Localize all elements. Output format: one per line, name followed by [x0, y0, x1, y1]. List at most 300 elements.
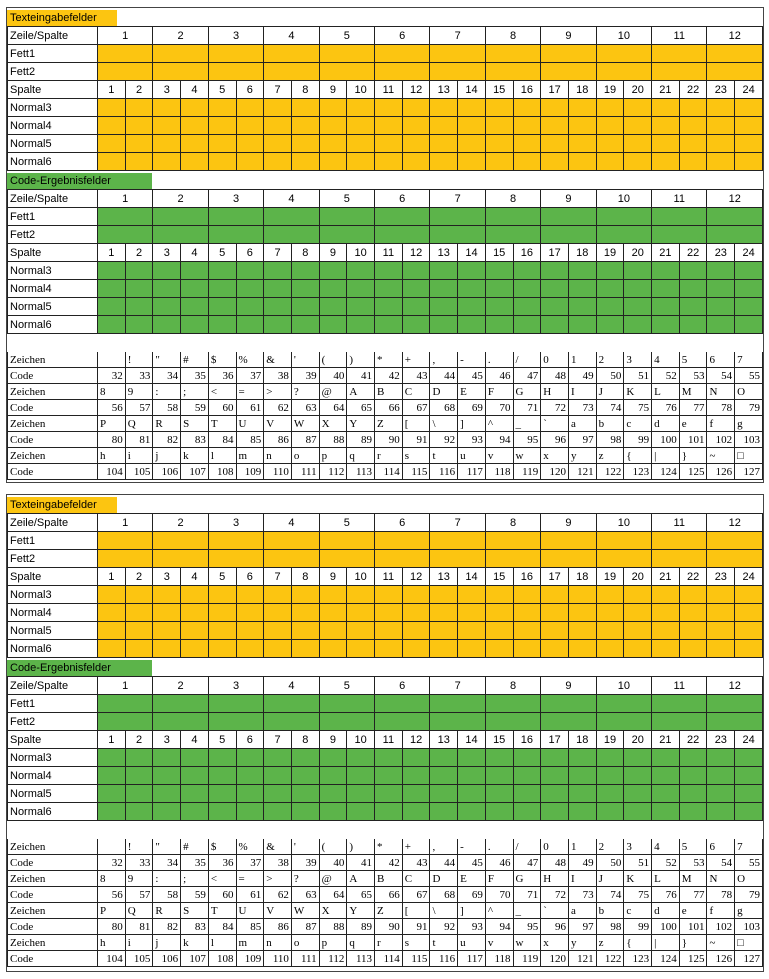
input-cell[interactable] — [430, 532, 485, 550]
input-cell[interactable] — [541, 99, 569, 117]
code-result-cell[interactable] — [430, 208, 485, 226]
code-result-cell[interactable] — [98, 226, 153, 244]
code-result-cell[interactable] — [153, 803, 181, 821]
code-result-cell[interactable] — [319, 749, 347, 767]
input-cell[interactable] — [430, 135, 458, 153]
code-result-cell[interactable] — [513, 262, 541, 280]
code-result-cell[interactable] — [430, 767, 458, 785]
code-result-cell[interactable] — [458, 298, 486, 316]
input-cell[interactable] — [153, 586, 181, 604]
code-result-cell[interactable] — [125, 280, 153, 298]
input-cell[interactable] — [291, 604, 319, 622]
input-cell[interactable] — [707, 117, 735, 135]
code-result-cell[interactable] — [596, 695, 651, 713]
input-cell[interactable] — [125, 640, 153, 658]
input-cell[interactable] — [319, 153, 347, 171]
code-result-cell[interactable] — [735, 767, 763, 785]
input-cell[interactable] — [125, 604, 153, 622]
input-cell[interactable] — [541, 135, 569, 153]
input-cell[interactable] — [208, 117, 236, 135]
code-result-cell[interactable] — [125, 785, 153, 803]
input-cell[interactable] — [98, 622, 126, 640]
code-result-cell[interactable] — [485, 298, 513, 316]
input-cell[interactable] — [347, 153, 375, 171]
input-cell[interactable] — [264, 640, 292, 658]
input-cell[interactable] — [707, 45, 763, 63]
input-cell[interactable] — [707, 640, 735, 658]
input-cell[interactable] — [624, 640, 652, 658]
code-result-cell[interactable] — [652, 280, 680, 298]
code-result-cell[interactable] — [264, 298, 292, 316]
input-cell[interactable] — [319, 604, 347, 622]
code-result-cell[interactable] — [707, 262, 735, 280]
input-cell[interactable] — [513, 586, 541, 604]
code-result-cell[interactable] — [485, 208, 540, 226]
code-result-cell[interactable] — [430, 713, 485, 731]
input-cell[interactable] — [291, 622, 319, 640]
input-cell[interactable] — [319, 532, 374, 550]
input-cell[interactable] — [513, 640, 541, 658]
code-result-cell[interactable] — [153, 298, 181, 316]
code-result-cell[interactable] — [485, 803, 513, 821]
input-cell[interactable] — [375, 640, 403, 658]
input-cell[interactable] — [624, 604, 652, 622]
code-result-cell[interactable] — [264, 316, 292, 334]
input-cell[interactable] — [208, 135, 236, 153]
input-cell[interactable] — [264, 99, 292, 117]
code-result-cell[interactable] — [624, 785, 652, 803]
code-result-cell[interactable] — [430, 803, 458, 821]
code-result-cell[interactable] — [125, 316, 153, 334]
code-result-cell[interactable] — [679, 803, 707, 821]
input-cell[interactable] — [208, 586, 236, 604]
code-result-cell[interactable] — [430, 749, 458, 767]
input-cell[interactable] — [707, 63, 763, 81]
code-result-cell[interactable] — [236, 280, 264, 298]
input-cell[interactable] — [652, 135, 680, 153]
input-cell[interactable] — [707, 586, 735, 604]
input-cell[interactable] — [264, 63, 319, 81]
code-result-cell[interactable] — [208, 280, 236, 298]
code-result-cell[interactable] — [375, 316, 403, 334]
code-result-cell[interactable] — [541, 208, 596, 226]
input-cell[interactable] — [458, 640, 486, 658]
input-cell[interactable] — [264, 586, 292, 604]
input-cell[interactable] — [652, 153, 680, 171]
code-result-cell[interactable] — [541, 749, 569, 767]
input-cell[interactable] — [375, 622, 403, 640]
input-cell[interactable] — [153, 117, 181, 135]
input-cell[interactable] — [347, 640, 375, 658]
input-cell[interactable] — [652, 586, 680, 604]
code-result-cell[interactable] — [264, 208, 319, 226]
input-cell[interactable] — [264, 532, 319, 550]
input-cell[interactable] — [153, 135, 181, 153]
input-cell[interactable] — [153, 45, 208, 63]
code-result-cell[interactable] — [652, 298, 680, 316]
code-result-cell[interactable] — [458, 749, 486, 767]
code-result-cell[interactable] — [735, 785, 763, 803]
code-result-cell[interactable] — [402, 749, 430, 767]
input-cell[interactable] — [707, 153, 735, 171]
code-result-cell[interactable] — [402, 262, 430, 280]
input-cell[interactable] — [208, 640, 236, 658]
code-result-cell[interactable] — [347, 785, 375, 803]
code-result-cell[interactable] — [652, 226, 707, 244]
input-cell[interactable] — [125, 586, 153, 604]
code-result-cell[interactable] — [319, 262, 347, 280]
input-cell[interactable] — [208, 63, 263, 81]
code-result-cell[interactable] — [402, 803, 430, 821]
input-cell[interactable] — [541, 117, 569, 135]
input-cell[interactable] — [153, 604, 181, 622]
input-cell[interactable] — [458, 586, 486, 604]
code-result-cell[interactable] — [485, 280, 513, 298]
input-cell[interactable] — [264, 622, 292, 640]
code-result-cell[interactable] — [181, 767, 209, 785]
code-result-cell[interactable] — [153, 208, 208, 226]
code-result-cell[interactable] — [652, 767, 680, 785]
code-result-cell[interactable] — [98, 208, 153, 226]
code-result-cell[interactable] — [624, 298, 652, 316]
input-cell[interactable] — [735, 604, 763, 622]
input-cell[interactable] — [98, 153, 126, 171]
code-result-cell[interactable] — [347, 767, 375, 785]
input-cell[interactable] — [208, 550, 263, 568]
code-result-cell[interactable] — [652, 695, 707, 713]
code-result-cell[interactable] — [125, 803, 153, 821]
code-result-cell[interactable] — [652, 713, 707, 731]
code-result-cell[interactable] — [513, 785, 541, 803]
code-result-cell[interactable] — [596, 208, 651, 226]
input-cell[interactable] — [181, 135, 209, 153]
input-cell[interactable] — [596, 640, 624, 658]
code-result-cell[interactable] — [98, 803, 126, 821]
input-cell[interactable] — [264, 153, 292, 171]
input-cell[interactable] — [707, 532, 763, 550]
input-cell[interactable] — [541, 550, 596, 568]
code-result-cell[interactable] — [541, 695, 596, 713]
code-result-cell[interactable] — [596, 298, 624, 316]
input-cell[interactable] — [707, 622, 735, 640]
input-cell[interactable] — [568, 622, 596, 640]
input-cell[interactable] — [652, 622, 680, 640]
input-cell[interactable] — [208, 153, 236, 171]
input-cell[interactable] — [679, 604, 707, 622]
input-cell[interactable] — [679, 640, 707, 658]
code-result-cell[interactable] — [679, 298, 707, 316]
input-cell[interactable] — [652, 640, 680, 658]
input-cell[interactable] — [458, 117, 486, 135]
input-cell[interactable] — [181, 153, 209, 171]
input-cell[interactable] — [125, 117, 153, 135]
input-cell[interactable] — [485, 604, 513, 622]
code-result-cell[interactable] — [98, 713, 153, 731]
code-result-cell[interactable] — [264, 280, 292, 298]
code-result-cell[interactable] — [402, 785, 430, 803]
code-result-cell[interactable] — [264, 695, 319, 713]
input-cell[interactable] — [264, 117, 292, 135]
code-result-cell[interactable] — [735, 316, 763, 334]
code-result-cell[interactable] — [208, 262, 236, 280]
input-cell[interactable] — [735, 153, 763, 171]
input-cell[interactable] — [375, 532, 430, 550]
code-result-cell[interactable] — [264, 767, 292, 785]
code-result-cell[interactable] — [375, 749, 403, 767]
input-cell[interactable] — [430, 622, 458, 640]
input-cell[interactable] — [347, 135, 375, 153]
code-result-cell[interactable] — [375, 713, 430, 731]
code-result-cell[interactable] — [624, 749, 652, 767]
input-cell[interactable] — [568, 604, 596, 622]
code-result-cell[interactable] — [375, 226, 430, 244]
input-cell[interactable] — [735, 99, 763, 117]
code-result-cell[interactable] — [347, 298, 375, 316]
code-result-cell[interactable] — [679, 316, 707, 334]
input-cell[interactable] — [98, 135, 126, 153]
code-result-cell[interactable] — [347, 262, 375, 280]
input-cell[interactable] — [485, 135, 513, 153]
input-cell[interactable] — [98, 63, 153, 81]
code-result-cell[interactable] — [98, 316, 126, 334]
code-result-cell[interactable] — [264, 749, 292, 767]
code-result-cell[interactable] — [707, 785, 735, 803]
input-cell[interactable] — [264, 135, 292, 153]
input-cell[interactable] — [98, 550, 153, 568]
input-cell[interactable] — [513, 135, 541, 153]
code-result-cell[interactable] — [568, 767, 596, 785]
code-result-cell[interactable] — [375, 298, 403, 316]
code-result-cell[interactable] — [485, 749, 513, 767]
code-result-cell[interactable] — [98, 767, 126, 785]
input-cell[interactable] — [513, 604, 541, 622]
input-cell[interactable] — [402, 135, 430, 153]
code-result-cell[interactable] — [181, 785, 209, 803]
input-cell[interactable] — [624, 135, 652, 153]
code-result-cell[interactable] — [347, 316, 375, 334]
input-cell[interactable] — [707, 550, 763, 568]
input-cell[interactable] — [347, 117, 375, 135]
code-result-cell[interactable] — [707, 749, 735, 767]
input-cell[interactable] — [264, 45, 319, 63]
code-result-cell[interactable] — [98, 298, 126, 316]
input-cell[interactable] — [485, 622, 513, 640]
code-result-cell[interactable] — [236, 298, 264, 316]
input-cell[interactable] — [485, 117, 513, 135]
input-cell[interactable] — [652, 117, 680, 135]
input-cell[interactable] — [485, 99, 513, 117]
code-result-cell[interactable] — [707, 280, 735, 298]
code-result-cell[interactable] — [375, 280, 403, 298]
code-result-cell[interactable] — [181, 803, 209, 821]
code-result-cell[interactable] — [291, 803, 319, 821]
input-cell[interactable] — [319, 135, 347, 153]
code-result-cell[interactable] — [568, 262, 596, 280]
input-cell[interactable] — [596, 604, 624, 622]
code-result-cell[interactable] — [513, 298, 541, 316]
input-cell[interactable] — [707, 99, 735, 117]
input-cell[interactable] — [153, 532, 208, 550]
code-result-cell[interactable] — [264, 713, 319, 731]
input-cell[interactable] — [458, 99, 486, 117]
input-cell[interactable] — [596, 622, 624, 640]
code-result-cell[interactable] — [375, 785, 403, 803]
input-cell[interactable] — [319, 63, 374, 81]
code-result-cell[interactable] — [402, 298, 430, 316]
code-result-cell[interactable] — [291, 749, 319, 767]
code-result-cell[interactable] — [347, 749, 375, 767]
code-result-cell[interactable] — [430, 262, 458, 280]
code-result-cell[interactable] — [652, 316, 680, 334]
input-cell[interactable] — [181, 117, 209, 135]
input-cell[interactable] — [236, 604, 264, 622]
code-result-cell[interactable] — [485, 767, 513, 785]
code-result-cell[interactable] — [319, 208, 374, 226]
code-result-cell[interactable] — [624, 262, 652, 280]
code-result-cell[interactable] — [153, 785, 181, 803]
code-result-cell[interactable] — [208, 695, 263, 713]
input-cell[interactable] — [319, 550, 374, 568]
code-result-cell[interactable] — [208, 316, 236, 334]
code-result-cell[interactable] — [236, 767, 264, 785]
code-result-cell[interactable] — [264, 803, 292, 821]
input-cell[interactable] — [541, 532, 596, 550]
input-cell[interactable] — [430, 586, 458, 604]
code-result-cell[interactable] — [596, 262, 624, 280]
input-cell[interactable] — [98, 99, 126, 117]
code-result-cell[interactable] — [541, 280, 569, 298]
input-cell[interactable] — [98, 45, 153, 63]
code-result-cell[interactable] — [236, 785, 264, 803]
input-cell[interactable] — [596, 550, 651, 568]
input-cell[interactable] — [402, 604, 430, 622]
code-result-cell[interactable] — [319, 226, 374, 244]
code-result-cell[interactable] — [707, 226, 763, 244]
input-cell[interactable] — [319, 99, 347, 117]
code-result-cell[interactable] — [181, 262, 209, 280]
input-cell[interactable] — [291, 99, 319, 117]
input-cell[interactable] — [98, 117, 126, 135]
code-result-cell[interactable] — [707, 208, 763, 226]
input-cell[interactable] — [485, 45, 540, 63]
code-result-cell[interactable] — [125, 749, 153, 767]
input-cell[interactable] — [375, 153, 403, 171]
input-cell[interactable] — [458, 135, 486, 153]
input-cell[interactable] — [596, 99, 624, 117]
code-result-cell[interactable] — [153, 749, 181, 767]
code-result-cell[interactable] — [596, 767, 624, 785]
input-cell[interactable] — [735, 622, 763, 640]
input-cell[interactable] — [291, 117, 319, 135]
input-cell[interactable] — [652, 604, 680, 622]
code-result-cell[interactable] — [707, 695, 763, 713]
input-cell[interactable] — [181, 604, 209, 622]
code-result-cell[interactable] — [430, 695, 485, 713]
input-cell[interactable] — [679, 135, 707, 153]
code-result-cell[interactable] — [485, 226, 540, 244]
input-cell[interactable] — [513, 99, 541, 117]
code-result-cell[interactable] — [541, 226, 596, 244]
code-result-cell[interactable] — [458, 803, 486, 821]
input-cell[interactable] — [430, 99, 458, 117]
input-cell[interactable] — [125, 153, 153, 171]
input-cell[interactable] — [291, 135, 319, 153]
code-result-cell[interactable] — [652, 803, 680, 821]
code-result-cell[interactable] — [458, 767, 486, 785]
code-result-cell[interactable] — [568, 280, 596, 298]
input-cell[interactable] — [707, 135, 735, 153]
code-result-cell[interactable] — [375, 208, 430, 226]
code-result-cell[interactable] — [319, 803, 347, 821]
input-cell[interactable] — [430, 604, 458, 622]
code-result-cell[interactable] — [153, 695, 208, 713]
code-result-cell[interactable] — [707, 767, 735, 785]
input-cell[interactable] — [153, 622, 181, 640]
input-cell[interactable] — [153, 640, 181, 658]
input-cell[interactable] — [624, 586, 652, 604]
input-cell[interactable] — [236, 117, 264, 135]
input-cell[interactable] — [291, 640, 319, 658]
code-result-cell[interactable] — [181, 316, 209, 334]
code-result-cell[interactable] — [181, 280, 209, 298]
code-result-cell[interactable] — [624, 767, 652, 785]
input-cell[interactable] — [319, 586, 347, 604]
code-result-cell[interactable] — [679, 280, 707, 298]
input-cell[interactable] — [236, 586, 264, 604]
input-cell[interactable] — [375, 586, 403, 604]
input-cell[interactable] — [236, 622, 264, 640]
code-result-cell[interactable] — [541, 767, 569, 785]
input-cell[interactable] — [624, 117, 652, 135]
code-result-cell[interactable] — [568, 749, 596, 767]
code-result-cell[interactable] — [264, 262, 292, 280]
input-cell[interactable] — [679, 622, 707, 640]
code-result-cell[interactable] — [319, 767, 347, 785]
input-cell[interactable] — [596, 45, 651, 63]
code-result-cell[interactable] — [319, 695, 374, 713]
input-cell[interactable] — [236, 640, 264, 658]
code-result-cell[interactable] — [541, 316, 569, 334]
code-result-cell[interactable] — [485, 713, 540, 731]
code-result-cell[interactable] — [264, 226, 319, 244]
input-cell[interactable] — [236, 135, 264, 153]
code-result-cell[interactable] — [291, 767, 319, 785]
code-result-cell[interactable] — [458, 316, 486, 334]
code-result-cell[interactable] — [458, 280, 486, 298]
input-cell[interactable] — [596, 153, 624, 171]
input-cell[interactable] — [652, 532, 707, 550]
input-cell[interactable] — [485, 550, 540, 568]
input-cell[interactable] — [679, 153, 707, 171]
input-cell[interactable] — [125, 99, 153, 117]
input-cell[interactable] — [735, 135, 763, 153]
input-cell[interactable] — [541, 153, 569, 171]
code-result-cell[interactable] — [652, 262, 680, 280]
input-cell[interactable] — [541, 45, 596, 63]
input-cell[interactable] — [513, 117, 541, 135]
input-cell[interactable] — [98, 640, 126, 658]
code-result-cell[interactable] — [98, 695, 153, 713]
input-cell[interactable] — [541, 586, 569, 604]
input-cell[interactable] — [291, 586, 319, 604]
code-result-cell[interactable] — [264, 785, 292, 803]
code-result-cell[interactable] — [181, 298, 209, 316]
code-result-cell[interactable] — [153, 316, 181, 334]
input-cell[interactable] — [458, 153, 486, 171]
input-cell[interactable] — [596, 532, 651, 550]
code-result-cell[interactable] — [679, 785, 707, 803]
input-cell[interactable] — [402, 622, 430, 640]
